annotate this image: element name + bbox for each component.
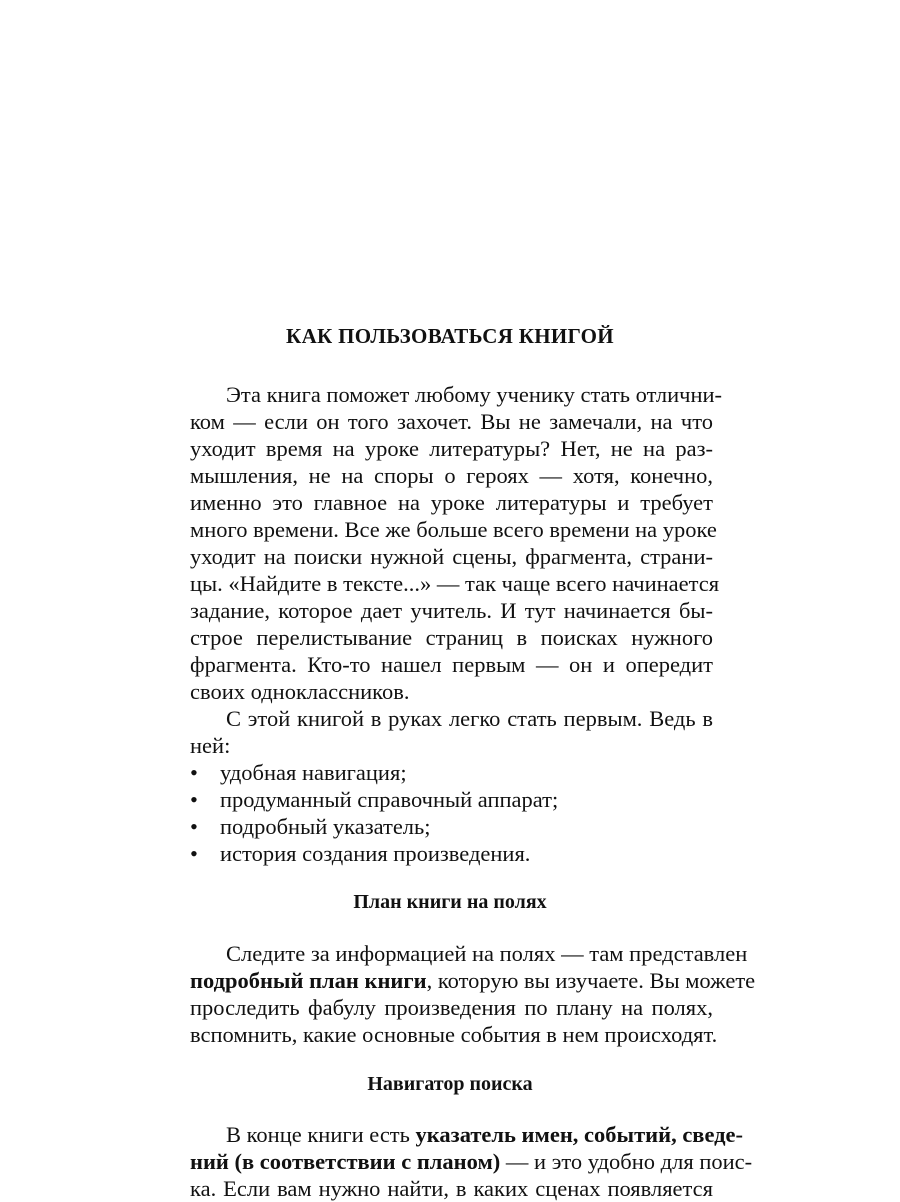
- line-text: В конце книги есть: [226, 1122, 416, 1147]
- bullet-icon: •: [190, 814, 198, 839]
- list-item: [190, 813, 431, 840]
- section-heading: План книги на полях: [353, 891, 547, 913]
- paragraph-line: ком — если он того захочет. Вы не замечали, на что: [190, 409, 713, 434]
- paragraph-line: много времени. Все же больше всего времени на уроке: [190, 517, 717, 542]
- paragraph-line: Следите за информацией на полях — там представлен: [226, 941, 748, 966]
- paragraph-line: уходит время на уроке литературы? Нет, не на раз-: [190, 436, 713, 461]
- section-heading: Навигатор поиска: [367, 1073, 533, 1095]
- paragraph-line: [190, 1121, 744, 1148]
- bold-phrase: указатель имен, событий, сведе-: [415, 1122, 744, 1147]
- paragraph-line: строе перелистывание страниц в поисках нужного: [190, 625, 713, 650]
- list-item-text: история создания произведения.: [220, 841, 531, 866]
- paragraph-line: именно это главное на уроке литературы и требует: [190, 490, 713, 515]
- paragraph-line: [190, 1148, 753, 1175]
- paragraph-line: [190, 967, 756, 994]
- line-text: , которую вы изучаете. Вы можете: [426, 968, 756, 993]
- list-item-text: подробный указатель;: [220, 814, 431, 839]
- paragraph-line: фрагмента. Кто-то нашел первым — он и опередит: [190, 652, 713, 677]
- paragraph-line: ка. Если вам нужно найти, в каких сценах появляется: [190, 1176, 713, 1201]
- paragraph-line: проследить фабулу произведения по плану на полях,: [190, 995, 713, 1020]
- paragraph-line: С этой книгой в руках легко стать первым. Ведь в: [226, 706, 713, 731]
- list-item: [190, 759, 407, 786]
- paragraph-line: мышления, не на споры о героях — хотя, конечно,: [190, 463, 713, 488]
- paragraph-line: Эта книга поможет любому ученику стать отлични-: [226, 382, 723, 407]
- list-item: [190, 840, 530, 867]
- page-title: КАК ПОЛЬЗОВАТЬСЯ КНИГОЙ: [286, 324, 614, 348]
- paragraph-line: своих одноклассников.: [190, 679, 410, 704]
- paragraph-line: задание, которое дает учитель. И тут начинается бы-: [190, 598, 713, 623]
- bold-phrase: подробный план книги: [190, 968, 427, 993]
- paragraph-line: ней:: [190, 733, 231, 758]
- list-item-text: продуманный справочный аппарат;: [220, 787, 559, 812]
- list-item-text: удобная навигация;: [220, 760, 407, 785]
- bullet-icon: •: [190, 760, 198, 785]
- list-item: [190, 786, 558, 813]
- paragraph-line: уходит на поиски нужной сцены, фрагмента, страни-: [190, 544, 713, 569]
- bold-phrase: ний (в соответствии с планом): [190, 1149, 501, 1174]
- bullet-icon: •: [190, 841, 198, 866]
- paragraph-line: цы. «Найдите в тексте...» — так чаще всего начинается: [190, 571, 720, 596]
- bullet-icon: •: [190, 787, 198, 812]
- line-text: — и это удобно для поис-: [500, 1149, 753, 1174]
- paragraph-line: вспомнить, какие основные события в нем происходят.: [190, 1022, 718, 1047]
